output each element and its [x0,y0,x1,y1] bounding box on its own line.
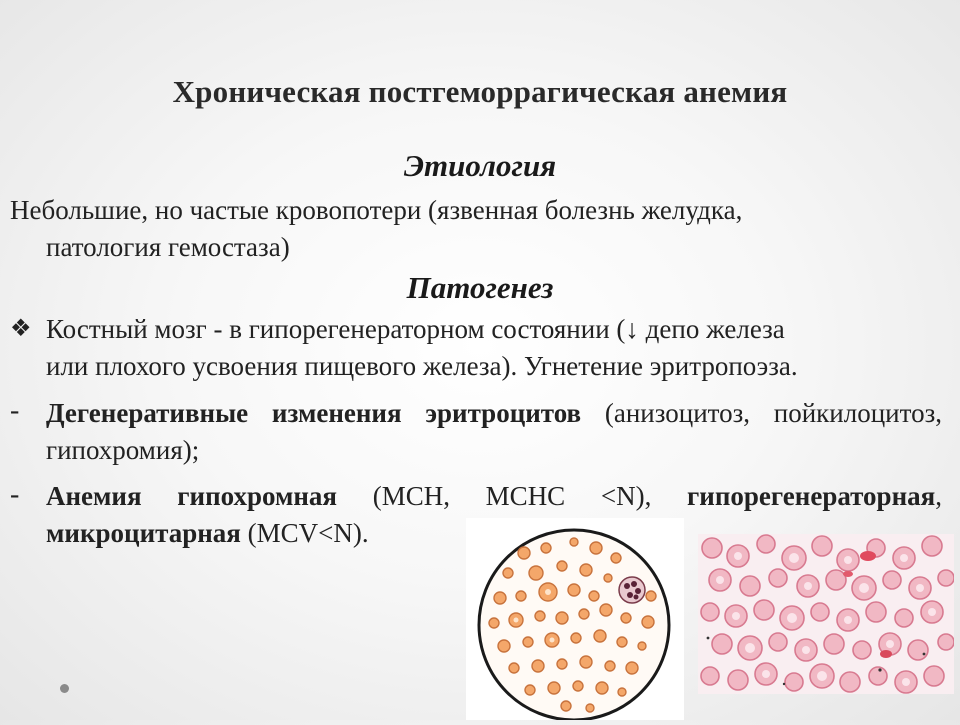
pathogenesis-heading: Патогенез [406,270,554,305]
bullet-marker-dash-3: - [10,479,20,510]
bullet3-bold3: микроцитарная [46,518,241,548]
bullet3-normal2: , [935,481,942,511]
bullet-marker-diamond: ❖ [10,316,32,342]
bullet3-bold2: гипорегенераторная [687,481,936,511]
etiology-text-line2: патология гемостаза) [46,232,290,262]
bullet3-normal3: (MCV<N). [240,518,369,548]
slide-title: Хроническая постгеморрагическая анемия [172,74,788,109]
bullet1-text-line2: или плохого усвоения пищевого железа). Угнетение эритропоэза. [46,351,798,381]
bullet2-text [46,395,942,469]
blood-smear-illustration [466,518,684,720]
bullet2-normal: (анизоцитоз, пойкилоцитоз, гипохромия); [46,398,942,465]
bullet3-bold1: Анемия гипохромная [46,481,338,511]
etiology-heading: Этиология [403,148,557,183]
etiology-text-line1: Небольшие, но частые кровопотери (язвенная болезнь желудка, [10,195,743,225]
bullet-marker-dash-2: - [10,395,20,426]
blood-microscopy-photo [698,534,954,694]
slide-decoration-dot [60,684,69,693]
bullet2-bold: Дегенеративные изменения эритроцитов [46,398,582,428]
bullet3-normal1: (MCH, MCHC <N), [337,481,688,511]
bullet1-text-line1: Костный мозг - в гипорегенераторном состоянии (↓ депо железа [46,314,785,344]
